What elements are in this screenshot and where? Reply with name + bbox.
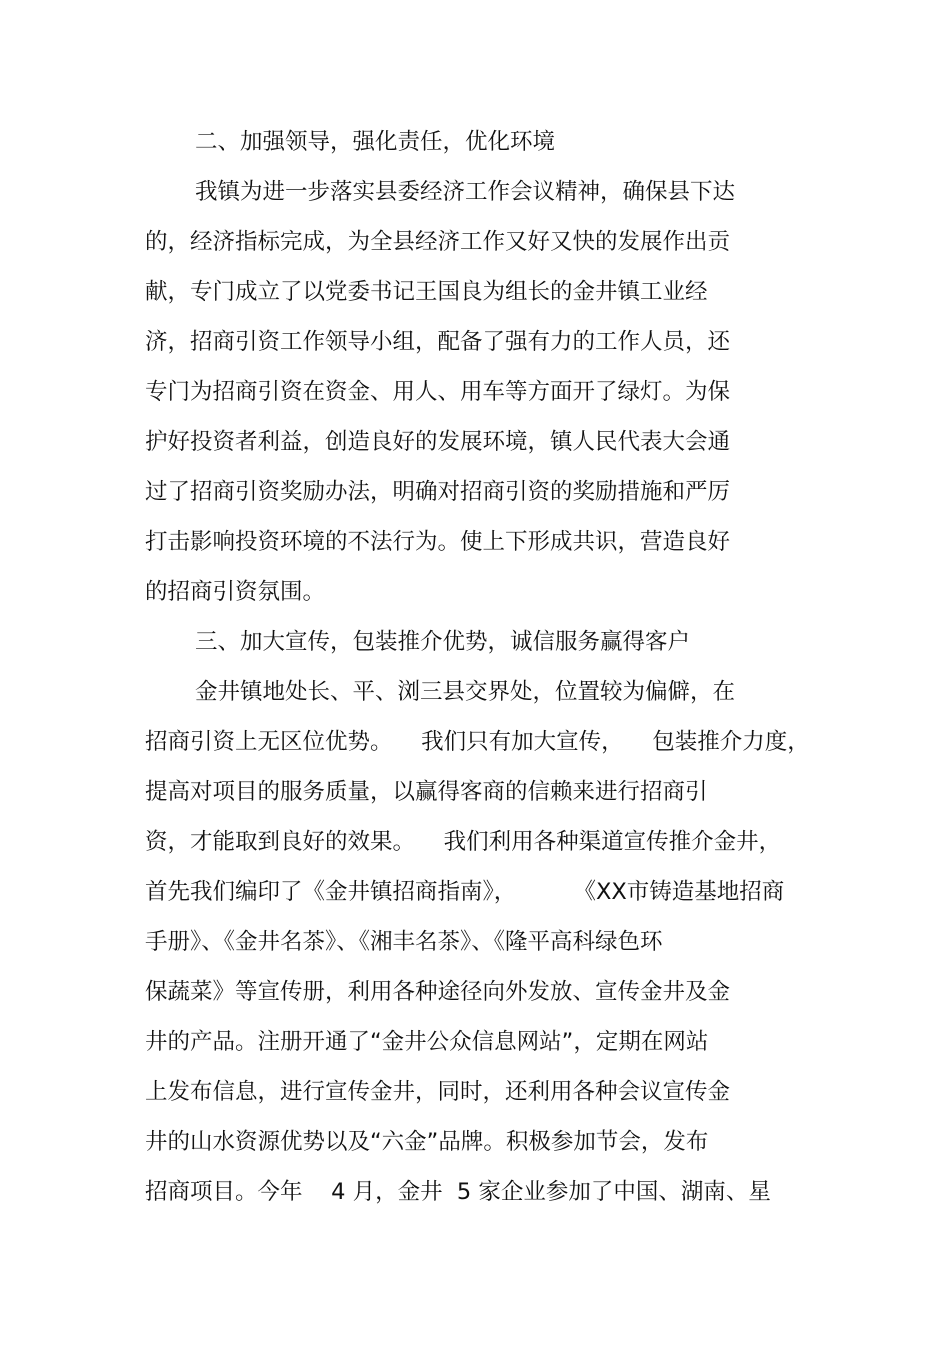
paragraph-line: 专门为招商引资在资金、用人、用车等方面开了绿灯。为保 <box>145 379 731 405</box>
paragraph-line: 打击影响投资环境的不法行为。使上下形成共识，营造良好 <box>145 529 731 555</box>
paragraph-line: 的招商引资氛围。 <box>145 579 326 605</box>
paragraph-line: 献，专门成立了以党委书记王国良为组长的金井镇工业经 <box>145 279 708 305</box>
paragraph-line: 保蔬菜》等宣传册，利用各种途径向外发放、宣传金井及金 <box>145 979 731 1005</box>
paragraph-line: 资，才能取到良好的效果。 我们利用各种渠道宣传推介金井， <box>145 829 782 855</box>
paragraph-line: 招商引资上无区位优势。 我们只有加大宣传， 包装推介力度， <box>145 729 810 755</box>
paragraph-line: 上发布信息，进行宣传金井，同时，还利用各种会议宣传金 <box>145 1079 731 1105</box>
paragraph-line: 首先我们编印了《金井镇招商指南》， 《XX市铸造基地招商 <box>145 879 785 905</box>
paragraph-line: 井的产品。注册开通了“金井公众信息网站”，定期在网站 <box>145 1029 709 1055</box>
paragraph-line: 我镇为进一步落实县委经济工作会议精神，确保县下达 <box>195 179 736 205</box>
paragraph-line: 济，招商引资工作领导小组，配备了强有力的工作人员，还 <box>145 329 731 355</box>
section-heading-3: 三、加大宣传，包装推介优势，诚信服务赢得客户 <box>195 629 691 655</box>
paragraph-line: 过了招商引资奖励办法，明确对招商引资的奖励措施和严厉 <box>145 479 731 505</box>
paragraph-line: 提高对项目的服务质量，以赢得客商的信赖来进行招商引 <box>145 779 708 805</box>
paragraph-line: 招商项目。今年 4 月，金井 5 家企业参加了中国、湖南、星 <box>145 1179 771 1205</box>
section-heading-2: 二、加强领导，强化责任，优化环境 <box>195 129 556 155</box>
paragraph-line: 手册》、《金井名茶》、《湘丰名茶》、《隆平高科绿色环 <box>145 929 663 955</box>
paragraph-line: 的，经济指标完成，为全县经济工作又好又快的发展作出贡 <box>145 229 731 255</box>
paragraph-line: 护好投资者利益，创造良好的发展环境，镇人民代表大会通 <box>145 429 731 455</box>
paragraph-line: 井的山水资源优势以及“六金”品牌。积极参加节会，发布 <box>145 1129 709 1155</box>
paragraph-line: 金井镇地处长、平、浏三县交界处，位置较为偏僻，在 <box>195 679 736 705</box>
